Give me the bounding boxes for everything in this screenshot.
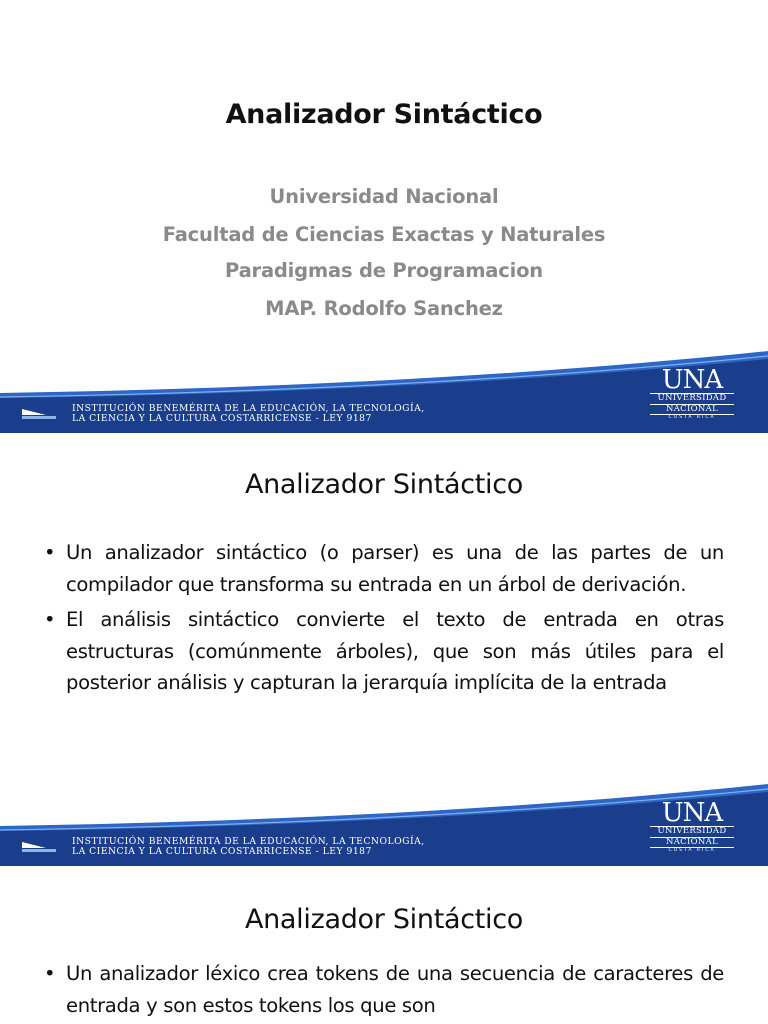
- flag-stripes-icon: [22, 405, 58, 421]
- una-logo-text: UNA: [661, 798, 723, 828]
- slide-3-bullet-list: [42, 958, 724, 1024]
- una-logo-text: UNA: [661, 365, 723, 395]
- subtitle-line-1: Universidad Nacional: [269, 185, 499, 208]
- una-logo-line-3: COSTA RICA: [650, 414, 734, 421]
- subtitle-line-4: MAP. Rodolfo Sanchez: [265, 297, 503, 320]
- una-logo: [650, 800, 734, 854]
- slide-3: [0, 866, 768, 1024]
- footer-band: [0, 776, 768, 866]
- una-logo-line-2: NACIONAL: [650, 837, 734, 848]
- una-logo-line-1: UNIVERSIDAD: [650, 826, 734, 837]
- slide-1-title: Analizador Sintáctico: [225, 99, 543, 130]
- bullet-item: • Un analizador sintáctico (o parser) es una de las partes de un compilador que transforma su entrada en un árbol de derivación.: [42, 537, 724, 600]
- subtitle-line-2: Facultad de Ciencias Exactas y Naturales: [162, 223, 606, 246]
- footer-line-1: INSTITUCIÓN BENEMÉRITA DE LA EDUCACIÓN, LA TECNOLOGÍA,: [72, 836, 425, 847]
- una-logo-line-3: COSTA RICA: [650, 847, 734, 854]
- flag-stripes-icon: [22, 838, 58, 854]
- footer-line-2: LA CIENCIA Y LA CULTURA COSTARRICENSE - LEY 9187: [72, 846, 372, 857]
- una-logo-line-2: NACIONAL: [650, 404, 734, 415]
- una-logo-line-1: UNIVERSIDAD: [650, 393, 734, 404]
- una-logo: [650, 367, 734, 421]
- slide-3-title: Analizador Sintáctico: [244, 904, 524, 935]
- slide-2-bullet-list: [42, 537, 724, 703]
- footer-line-1: INSTITUCIÓN BENEMÉRITA DE LA EDUCACIÓN, LA TECNOLOGÍA,: [72, 403, 425, 414]
- slide-1: [0, 0, 768, 433]
- bullet-item: • El análisis sintáctico convierte el texto de entrada en otras estructuras (comúnmente árboles), que son más útiles para el posterior análisis y capturan la jerarquía implícita de la entrada: [42, 604, 724, 699]
- subtitle-line-3: Paradigmas de Programacion: [225, 259, 543, 282]
- slide-2-title: Analizador Sintáctico: [244, 469, 524, 500]
- slide-2: [0, 433, 768, 866]
- footer-band: [0, 343, 768, 433]
- footer-line-2: LA CIENCIA Y LA CULTURA COSTARRICENSE - LEY 9187: [72, 413, 372, 424]
- bullet-item: • Un analizador léxico crea tokens de una secuencia de caracteres de entrada y son estos tokens los que son: [42, 958, 724, 1021]
